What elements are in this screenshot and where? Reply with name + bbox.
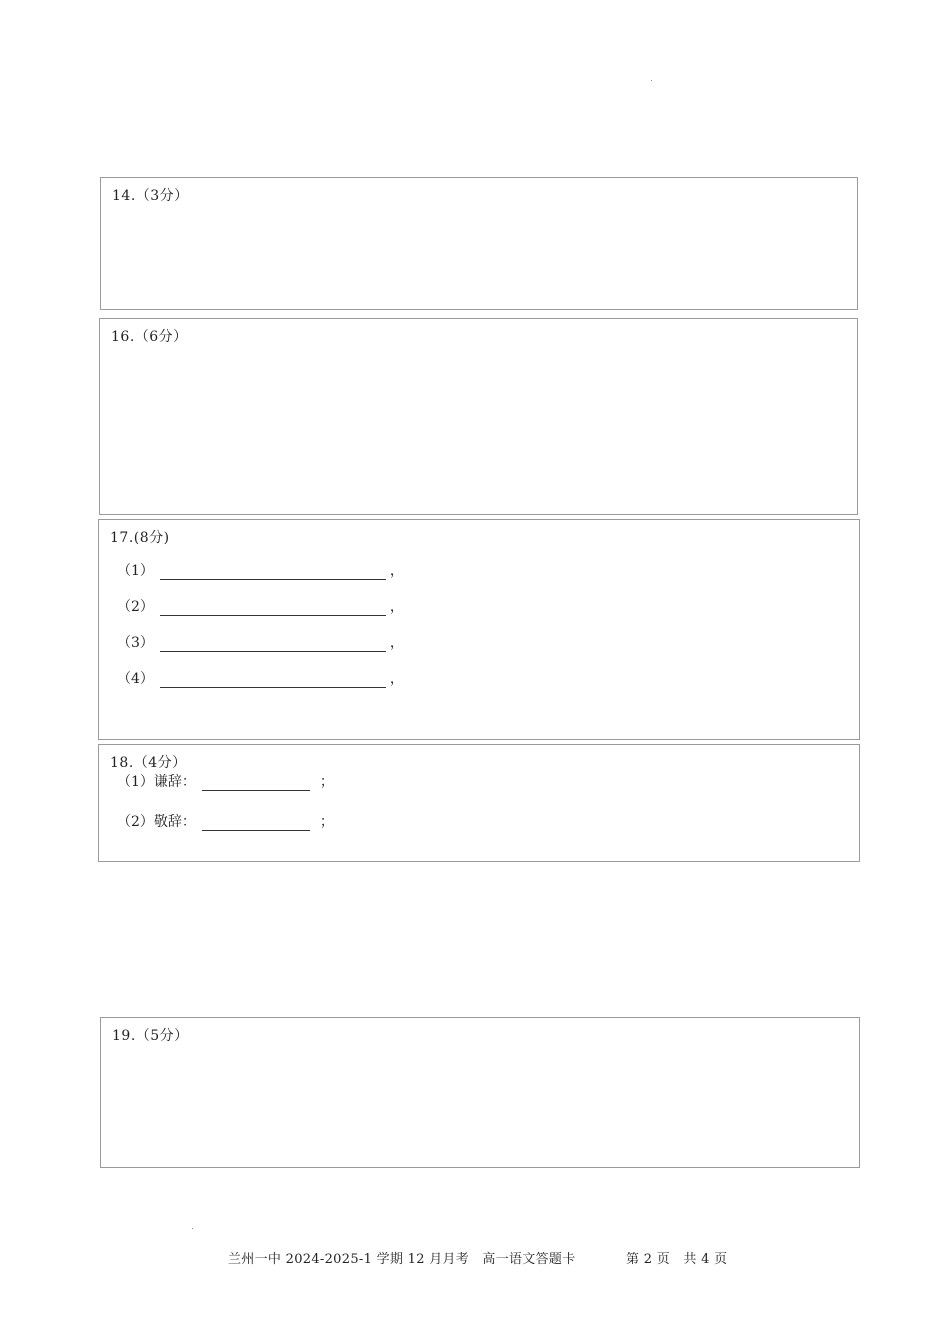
footer-page-number: 第 2 页 共 4 页 [626,1252,728,1267]
answer-box-q17 [98,519,860,740]
q17-row-label: （3） [117,635,154,651]
scan-speck [192,1228,193,1229]
answer-box-q14[interactable] [100,177,858,310]
q17-row-1 [117,560,404,580]
q17-row-2 [117,596,404,616]
q17-row-label: （1） [117,563,154,579]
q17-answer-blank-3[interactable] [160,635,386,652]
q18-answer-blank-humble[interactable] [202,774,310,791]
question-14-title: 14.（3分） [112,188,189,204]
scan-speck [651,80,652,81]
answer-box-q16[interactable] [99,318,858,515]
q17-row-3 [117,632,404,652]
q17-row-label: （4） [117,671,154,687]
q17-answer-blank-2[interactable] [160,599,386,616]
q17-row-label: （2） [117,599,154,615]
q18-row-1 [117,771,334,791]
q18-answer-blank-respect[interactable] [202,814,310,831]
answer-box-q18 [98,744,860,862]
question-17-title: 17.(8分) [110,530,170,546]
footer-exam-title: 兰州一中 2024-2025-1 学期 12 月月考 高一语文答题卡 [228,1252,576,1267]
q18-row-label-humble: （1）谦辞： [117,774,196,790]
q18-row-2 [117,811,334,831]
q18-row-label-respect: （2）敬辞： [117,814,196,830]
q18-row-punct: ； [319,814,334,830]
q17-row-punct: ， [389,671,404,687]
q17-row-punct: ， [389,563,404,579]
q17-answer-blank-4[interactable] [160,671,386,688]
q17-row-4 [117,668,404,688]
question-19-title: 19.（5分） [112,1028,189,1044]
q17-answer-blank-1[interactable] [160,563,386,580]
answer-box-q19[interactable] [100,1017,860,1168]
question-18-title: 18.（4分） [110,755,187,771]
q17-row-punct: ， [389,635,404,651]
question-16-title: 16.（6分） [111,329,188,345]
q17-row-punct: ， [389,599,404,615]
q18-row-punct: ； [319,774,334,790]
